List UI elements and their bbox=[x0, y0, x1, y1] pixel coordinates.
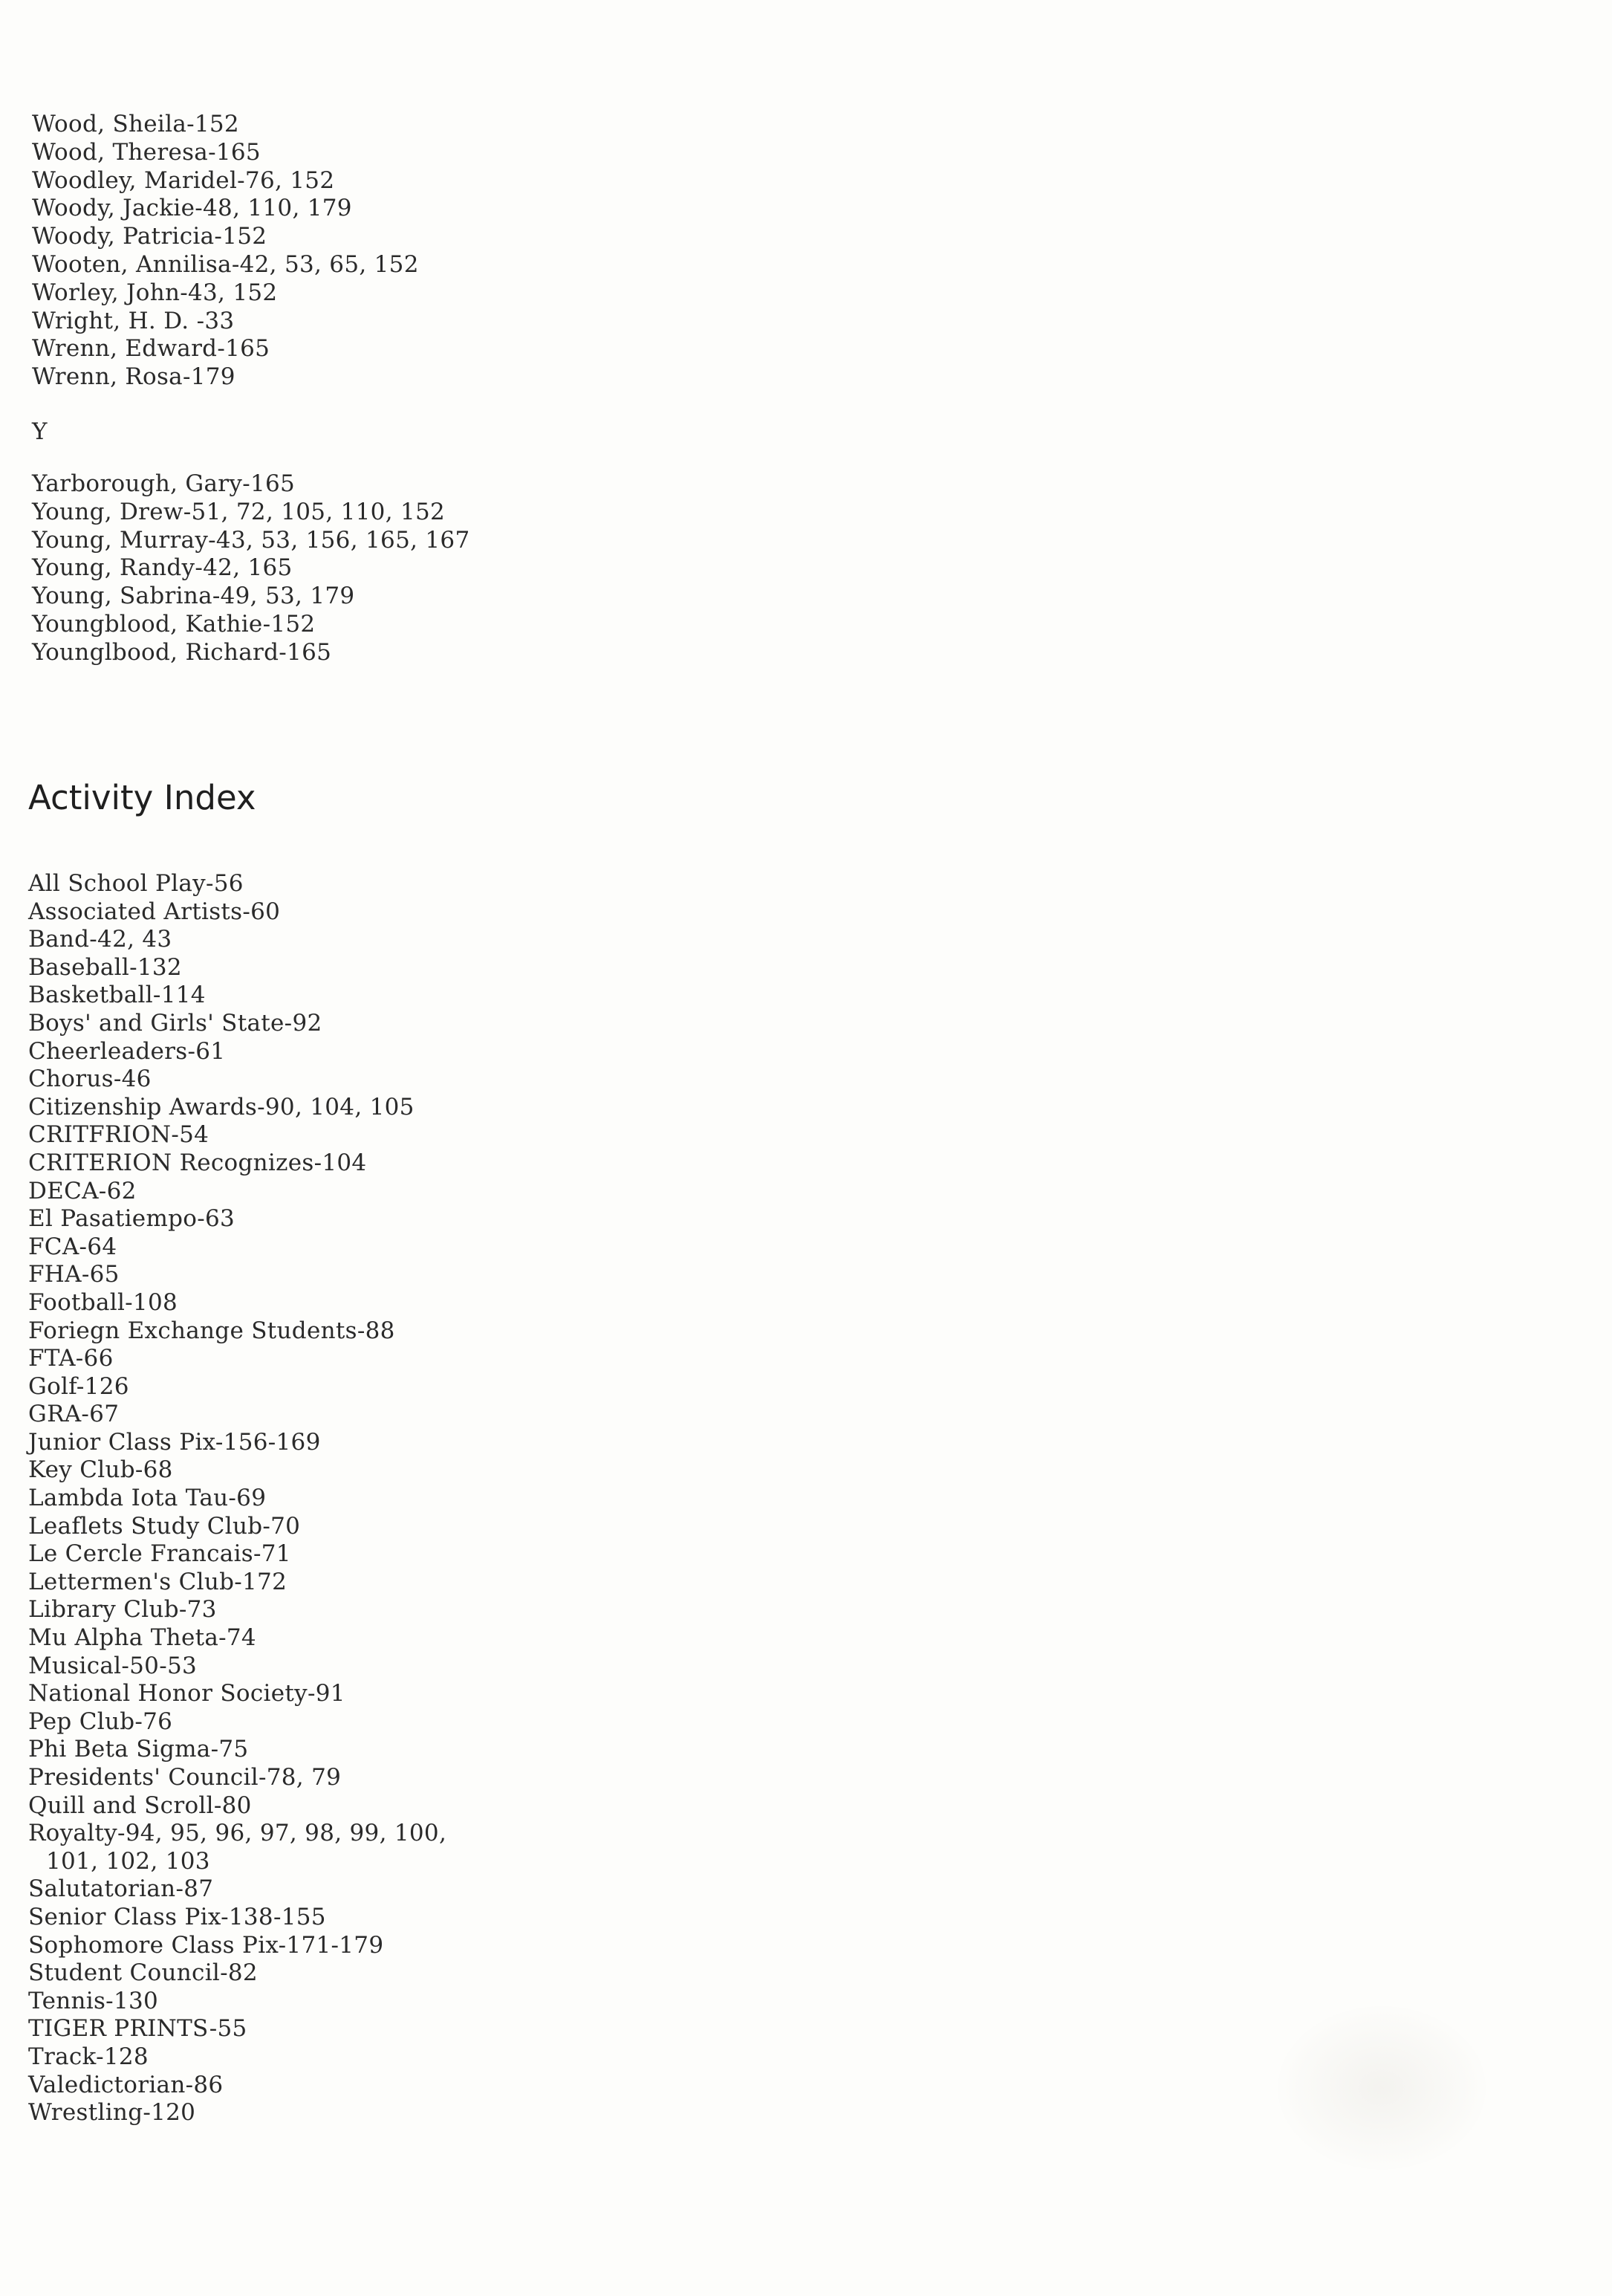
list-item: Boys' and Girls' State-92 bbox=[28, 1009, 322, 1037]
list-item: El Pasatiempo-63 bbox=[28, 1205, 235, 1233]
list-item: Golf-126 bbox=[28, 1372, 129, 1400]
list-item: CRITFRION-54 bbox=[28, 1121, 209, 1149]
activity-index-list bbox=[28, 870, 446, 2127]
student-names-w-list bbox=[32, 111, 419, 392]
list-item: Le Cercle Francais-71 bbox=[28, 1540, 291, 1568]
list-item: Woody, Jackie-48, 110, 179 bbox=[32, 195, 352, 222]
list-item: Key Club-68 bbox=[28, 1456, 173, 1484]
student-names-y-list bbox=[32, 470, 469, 667]
list-item: Associated Artists-60 bbox=[28, 898, 281, 925]
list-item: FHA-65 bbox=[28, 1261, 120, 1288]
list-item: Presidents' Council-78, 79 bbox=[28, 1764, 342, 1791]
list-item: Tennis-130 bbox=[28, 1987, 159, 2014]
list-item: Valedictorian-86 bbox=[28, 2071, 224, 2098]
list-item: Cheerleaders-61 bbox=[28, 1037, 226, 1065]
list-item: Band-42, 43 bbox=[28, 926, 172, 953]
list-item: Quill and Scroll-80 bbox=[28, 1791, 252, 1819]
list-item: Leaflets Study Club-70 bbox=[28, 1512, 301, 1540]
list-item: Young, Sabrina-49, 53, 179 bbox=[32, 583, 355, 610]
list-item: Wrenn, Rosa-179 bbox=[32, 363, 235, 391]
list-item: Baseball-132 bbox=[28, 953, 182, 981]
list-item: Salutatorian-87 bbox=[28, 1875, 214, 1903]
list-item: Young, Drew-51, 72, 105, 110, 152 bbox=[32, 498, 446, 525]
list-item: Lambda Iota Tau-69 bbox=[28, 1485, 267, 1512]
list-item: Junior Class Pix-156-169 bbox=[28, 1428, 321, 1456]
list-item: Young, Murray-43, 53, 156, 165, 167 bbox=[32, 526, 470, 554]
list-item: Mu Alpha Theta-74 bbox=[28, 1624, 256, 1652]
list-item: Football-108 bbox=[28, 1288, 178, 1316]
list-item: FTA-66 bbox=[28, 1345, 114, 1372]
list-item: Wrestling-120 bbox=[28, 2099, 196, 2127]
list-item: Chorus-46 bbox=[28, 1066, 152, 1093]
list-item: TIGER PRINTS-55 bbox=[28, 2015, 247, 2043]
list-item: Student Council-82 bbox=[28, 1959, 258, 1987]
list-item: CRITERION Recognizes-104 bbox=[28, 1149, 367, 1176]
list-item: Lettermen's Club-172 bbox=[28, 1568, 287, 1595]
list-item: Youngblood, Kathie-152 bbox=[32, 610, 316, 638]
list-item: Royalty-94, 95, 96, 97, 98, 99, 100, bbox=[28, 1820, 447, 1847]
list-item: Worley, John-43, 152 bbox=[32, 279, 278, 306]
list-item: Track-128 bbox=[28, 2043, 149, 2070]
list-item: Wood, Sheila-152 bbox=[32, 111, 239, 137]
list-item: Library Club-73 bbox=[28, 1596, 217, 1624]
list-item: National Honor Society-91 bbox=[28, 1680, 345, 1708]
list-item: Woodley, Maridel-76, 152 bbox=[32, 166, 335, 194]
list-item: Sophomore Class Pix-171-179 bbox=[28, 1931, 384, 1959]
list-item: Wooten, Annilisa-42, 53, 65, 152 bbox=[32, 250, 419, 278]
list-item: Wrenn, Edward-165 bbox=[32, 335, 270, 363]
list-item: Pep Club-76 bbox=[28, 1708, 173, 1735]
list-item: FCA-64 bbox=[28, 1233, 117, 1260]
list-item: Foriegn Exchange Students-88 bbox=[28, 1317, 395, 1344]
list-item-continuation: 101, 102, 103 bbox=[46, 1847, 210, 1875]
list-item: Phi Beta Sigma-75 bbox=[28, 1736, 249, 1763]
list-item: GRA-67 bbox=[28, 1401, 120, 1428]
list-item: Young, Randy-42, 165 bbox=[32, 554, 293, 582]
list-item: Musical-50-53 bbox=[28, 1652, 198, 1679]
list-item: Woody, Patricia-152 bbox=[32, 223, 267, 250]
list-item: Basketball-114 bbox=[28, 982, 206, 1009]
list-item: Yarborough, Gary-165 bbox=[32, 470, 296, 497]
list-item: Citizenship Awards-90, 104, 105 bbox=[28, 1093, 415, 1121]
list-item: DECA-62 bbox=[28, 1177, 137, 1204]
section-letter-y: Y bbox=[32, 418, 48, 445]
list-item: Wood, Theresa-165 bbox=[32, 138, 261, 166]
activity-index-heading: Activity Index bbox=[28, 778, 256, 817]
list-item: Senior Class Pix-138-155 bbox=[28, 1903, 326, 1930]
list-item: All School Play-56 bbox=[28, 870, 244, 897]
list-item: Younglbood, Richard-165 bbox=[32, 638, 332, 666]
paper-smudge bbox=[1278, 2006, 1486, 2170]
list-item: Wright, H. D. -33 bbox=[32, 307, 235, 334]
